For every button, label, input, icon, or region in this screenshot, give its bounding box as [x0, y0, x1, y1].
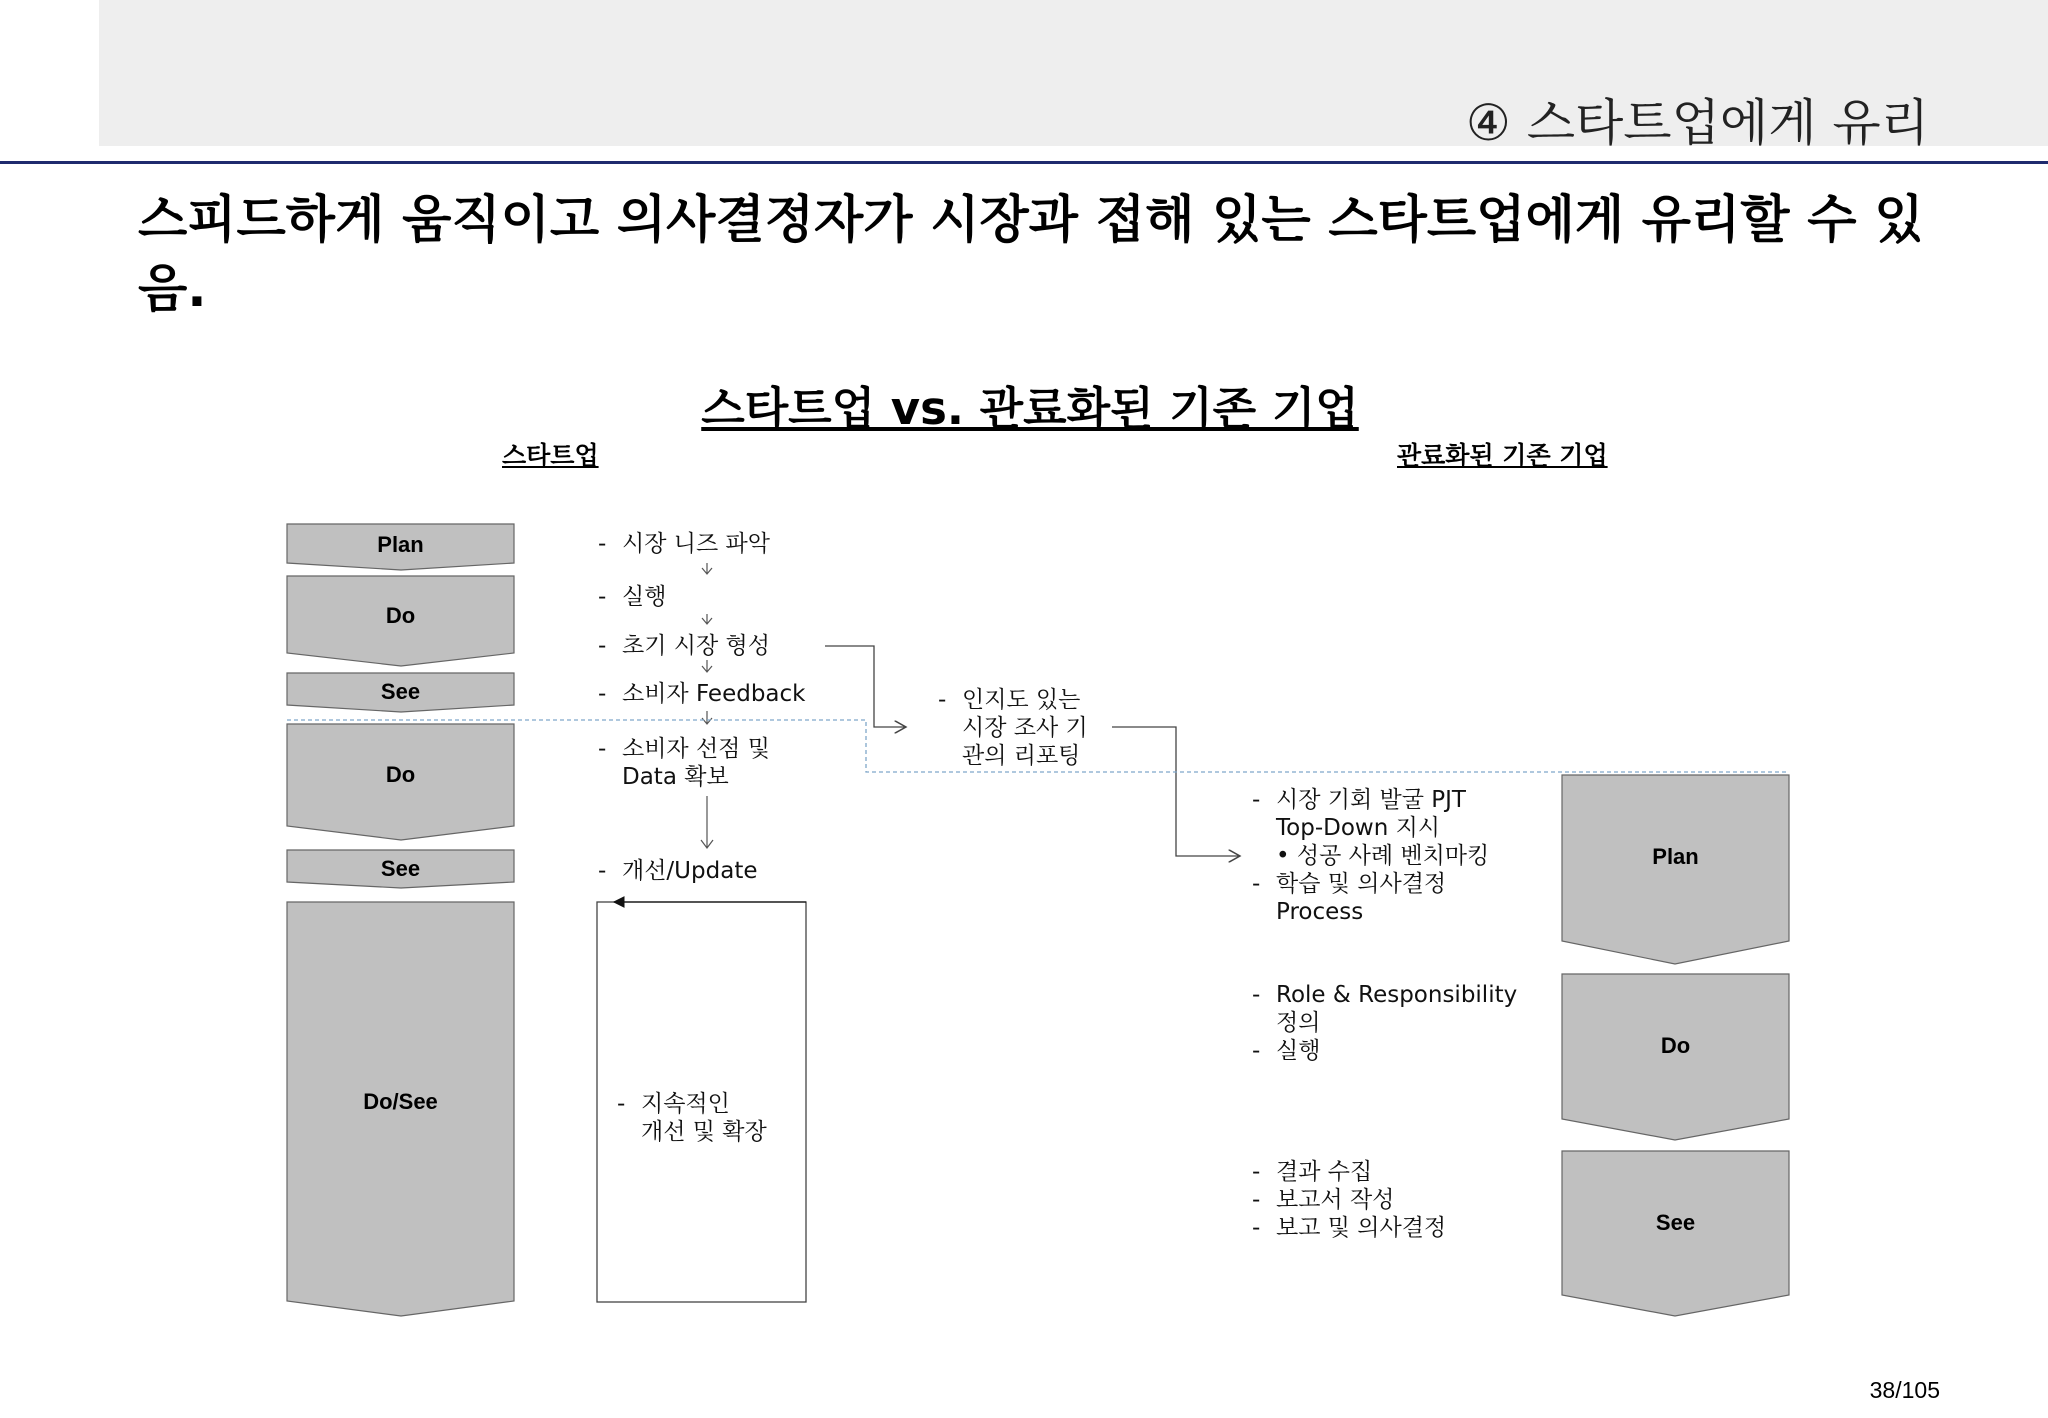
startup-column-heading: 스타트업	[502, 441, 599, 470]
startup-stage-see: See	[380, 679, 421, 704]
startup-stage-do: Do	[385, 603, 416, 628]
page-number: 38/105	[1869, 1377, 1940, 1403]
startup-stage-see-2: See	[380, 856, 421, 881]
connector-market-to-report	[825, 646, 906, 727]
step-arrow-2	[702, 614, 712, 624]
corporate-column-heading: 관료화된 기존 기업	[1397, 441, 1608, 470]
step-arrow-3	[702, 660, 712, 672]
startup-stage-do-2: Do	[385, 762, 416, 787]
connector-report-to-corporate	[1112, 727, 1240, 856]
startup-step-5: - 소비자 선점 및 Data 확보	[598, 736, 770, 790]
startup-stage-plan: Plan	[377, 532, 424, 557]
startup-step-4: - 소비자 Feedback	[598, 681, 806, 707]
startup-step-2: - 실행	[598, 584, 667, 610]
diagram-title: 스타트업 vs. 관료화된 기존 기업	[701, 382, 1359, 435]
corporate-see-notes: - 결과 수집 - 보고서 작성 - 보고 및 의사결정	[1252, 1159, 1447, 1241]
corporate-plan-notes: - 시장 기회 발굴 PJT Top-Down 지시 • 성공 사례 벤치마킹 - 학습 및 의사결정 Process	[1252, 787, 1490, 925]
market-research-note: - 인지도 있는 시장 조사 기 관의 리포팅	[938, 687, 1088, 769]
corporate-stage-see: See	[1655, 1210, 1696, 1235]
startup-step-1: - 시장 니즈 파악	[598, 531, 770, 557]
headline: 스피드하게 움직이고 의사결정자가 시장과 접해 있는 스타트업에게 유리할 수 있음.	[138, 191, 1924, 319]
step-arrow-1	[702, 563, 712, 574]
corporate-do-notes: - Role & Responsibility 정의 - 실행	[1252, 982, 1518, 1064]
corporate-stage-plan: Plan	[1652, 844, 1699, 869]
step-arrow-4	[702, 711, 712, 724]
startup-stage-do-see: Do/See	[363, 1089, 438, 1114]
startup-step-3: - 초기 시장 형성	[598, 633, 770, 659]
loop-note: - 지속적인 개선 및 확장	[617, 1091, 767, 1145]
step-arrow-5	[701, 796, 713, 848]
section-title: ④ 스타트업에게 유리	[1465, 94, 1929, 152]
corporate-stage-do: Do	[1660, 1033, 1691, 1058]
startup-step-6: - 개선/Update	[598, 858, 758, 884]
